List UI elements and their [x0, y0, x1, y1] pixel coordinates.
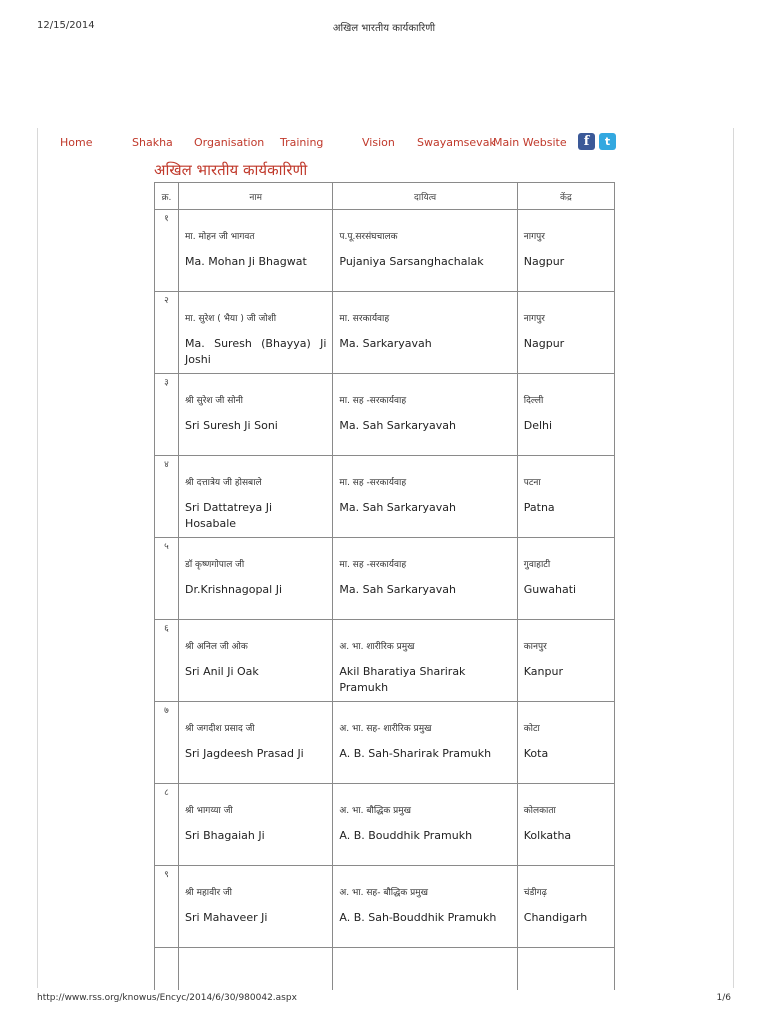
center-english: Kolkatha — [523, 829, 572, 842]
name-english: Sri Anil Ji Oak — [185, 665, 259, 678]
center-english: Nagpur — [523, 337, 565, 350]
table-row — [155, 456, 615, 538]
table-row — [155, 702, 615, 784]
header-center: केंद्र — [517, 183, 614, 210]
row-serial: ७ — [155, 702, 179, 784]
name-hindi: श्री दत्तात्रेय जी होसबाले — [185, 478, 262, 488]
cell-responsibility — [333, 866, 517, 948]
table-row — [155, 866, 615, 948]
center-hindi: नागपुर — [523, 232, 545, 242]
cell-center — [517, 702, 614, 784]
cell-responsibility — [333, 702, 517, 784]
row-serial: १ — [155, 210, 179, 292]
responsibility-hindi: मा. सह -सरकार्यवाह — [339, 396, 407, 406]
responsibility-english: A. B. Sah-Bouddhik Pramukh — [339, 911, 497, 924]
main-nav — [60, 136, 618, 150]
responsibility-hindi: अ. भा. शारीरिक प्रमुख — [339, 642, 415, 652]
cell-center — [517, 784, 614, 866]
table-row — [155, 210, 615, 292]
frame-right-border — [733, 128, 734, 988]
cell-center — [517, 538, 614, 620]
responsibility-hindi: मा. सरकार्यवाह — [339, 314, 390, 324]
cell-center — [517, 210, 614, 292]
center-hindi: गुवाहाटी — [523, 560, 551, 570]
responsibility-english: Ma. Sah Sarkaryavah — [339, 419, 456, 432]
cell-name — [179, 620, 333, 702]
cell-center — [517, 866, 614, 948]
responsibility-hindi: मा. सह -सरकार्यवाह — [339, 478, 407, 488]
center-hindi: दिल्ली — [523, 396, 544, 406]
table-row — [155, 620, 615, 702]
center-english: Kota — [523, 747, 549, 760]
name-hindi: श्री जगदीश प्रसाद जी — [185, 724, 255, 734]
table-row — [155, 784, 615, 866]
row-serial: २ — [155, 292, 179, 374]
responsibility-hindi: अ. भा. बौद्धिक प्रमुख — [339, 806, 411, 816]
name-hindi: मा. मोहन जी भागवत — [185, 232, 255, 242]
cell-name — [179, 210, 333, 292]
center-english: Kanpur — [523, 665, 563, 678]
name-english: Ma. Mohan Ji Bhagwat — [185, 255, 307, 268]
responsibility-english: Ma. Sah Sarkaryavah — [339, 501, 456, 514]
row-serial: ८ — [155, 784, 179, 866]
center-hindi: चंडीगढ़ — [523, 888, 547, 898]
responsibility-english: A. B. Sah-Sharirak Pramukh — [339, 747, 492, 760]
cell-name — [179, 702, 333, 784]
nav-training[interactable]: Training — [280, 136, 324, 149]
cell-responsibility — [333, 374, 517, 456]
cell-name — [179, 784, 333, 866]
nav-swayamsevak[interactable]: Swayamsevak — [417, 136, 496, 149]
center-hindi: कानपुर — [523, 642, 547, 652]
page-title: अखिल भारतीय कार्यकारिणी — [154, 161, 308, 179]
cell-responsibility — [333, 210, 517, 292]
nav-main-website[interactable]: Main Website — [493, 136, 567, 149]
name-hindi: श्री अनिल जी ओक — [185, 642, 248, 652]
name-english: Sri Mahaveer Ji — [185, 911, 268, 924]
header-name: नाम — [179, 183, 333, 210]
table-row-continued — [155, 948, 615, 991]
name-hindi: डॉ कृष्णगोपाल जी — [185, 560, 245, 570]
name-hindi: श्री भागय्या जी — [185, 806, 233, 816]
cell-name — [179, 538, 333, 620]
cell-center — [517, 456, 614, 538]
facebook-icon[interactable]: f — [578, 133, 595, 150]
nav-vision[interactable]: Vision — [362, 136, 395, 149]
cell-responsibility — [333, 456, 517, 538]
table-row — [155, 538, 615, 620]
center-english: Nagpur — [523, 255, 565, 268]
center-english: Patna — [523, 501, 555, 514]
row-serial: ६ — [155, 620, 179, 702]
cell-responsibility — [333, 784, 517, 866]
name-hindi: श्री महावीर जी — [185, 888, 232, 898]
header-responsibility: दायित्व — [333, 183, 517, 210]
print-url: http://www.rss.org/knowus/Encyc/2014/6/30/980042.aspx — [37, 993, 297, 1003]
table-row — [155, 374, 615, 456]
responsibility-hindi: अ. भा. सह- बौद्धिक प्रमुख — [339, 888, 428, 898]
name-hindi: मा. सुरेश ( भैया ) जी जोशी — [185, 314, 277, 324]
cell-center — [517, 620, 614, 702]
table-header-row — [155, 183, 615, 210]
center-english: Guwahati — [523, 583, 577, 596]
executive-table — [154, 182, 615, 990]
center-hindi: नागपुर — [523, 314, 545, 324]
twitter-icon[interactable]: t — [599, 133, 616, 150]
responsibility-english: Pujaniya Sarsanghachalak — [339, 255, 484, 268]
responsibility-english: Akil Bharatiya Sharirak Pramukh — [339, 665, 466, 694]
name-english: Ma. Suresh (Bhayya) Ji Joshi — [185, 337, 327, 366]
cell-responsibility — [333, 538, 517, 620]
cell-name — [179, 292, 333, 374]
cell-center — [517, 292, 614, 374]
cell-name — [179, 374, 333, 456]
name-english: Sri Jagdeesh Prasad Ji — [185, 747, 304, 760]
responsibility-hindi: अ. भा. सह- शारीरिक प्रमुख — [339, 724, 432, 734]
cell-responsibility — [333, 292, 517, 374]
responsibility-hindi: मा. सह -सरकार्यवाह — [339, 560, 407, 570]
cell-center — [517, 374, 614, 456]
table-row — [155, 292, 615, 374]
center-english: Chandigarh — [523, 911, 588, 924]
print-date: 12/15/2014 — [37, 20, 95, 31]
responsibility-english: Ma. Sah Sarkaryavah — [339, 583, 456, 596]
responsibility-english: Ma. Sarkaryavah — [339, 337, 432, 350]
center-hindi: कोलकाता — [523, 806, 556, 816]
name-english: Dr.Krishnagopal Ji — [185, 583, 283, 596]
center-english: Delhi — [523, 419, 553, 432]
responsibility-english: A. B. Bouddhik Pramukh — [339, 829, 473, 842]
row-serial: ४ — [155, 456, 179, 538]
cell-name — [179, 866, 333, 948]
name-english: Sri Bhagaiah Ji — [185, 829, 265, 842]
print-doc-title: अखिल भारतीय कार्यकारिणी — [332, 23, 436, 34]
cell-responsibility — [333, 620, 517, 702]
nav-organisation[interactable]: Organisation — [194, 136, 265, 149]
print-page-number: 1/6 — [716, 993, 731, 1003]
center-hindi: कोटा — [523, 724, 540, 734]
center-hindi: पटना — [523, 478, 541, 488]
name-hindi: श्री सुरेश जी सोनी — [185, 396, 243, 406]
row-serial: ५ — [155, 538, 179, 620]
frame-left-border — [37, 128, 38, 988]
name-english: Sri Suresh Ji Soni — [185, 419, 278, 432]
cell-name — [179, 456, 333, 538]
nav-shakha[interactable]: Shakha — [132, 136, 173, 149]
responsibility-hindi: प.पू.सरसंघचालक — [339, 232, 398, 242]
name-english: Sri Dattatreya Ji Hosabale — [185, 501, 273, 530]
nav-home[interactable]: Home — [60, 136, 93, 149]
row-serial: ९ — [155, 866, 179, 948]
row-serial: ३ — [155, 374, 179, 456]
header-serial: क्र. — [155, 183, 179, 210]
